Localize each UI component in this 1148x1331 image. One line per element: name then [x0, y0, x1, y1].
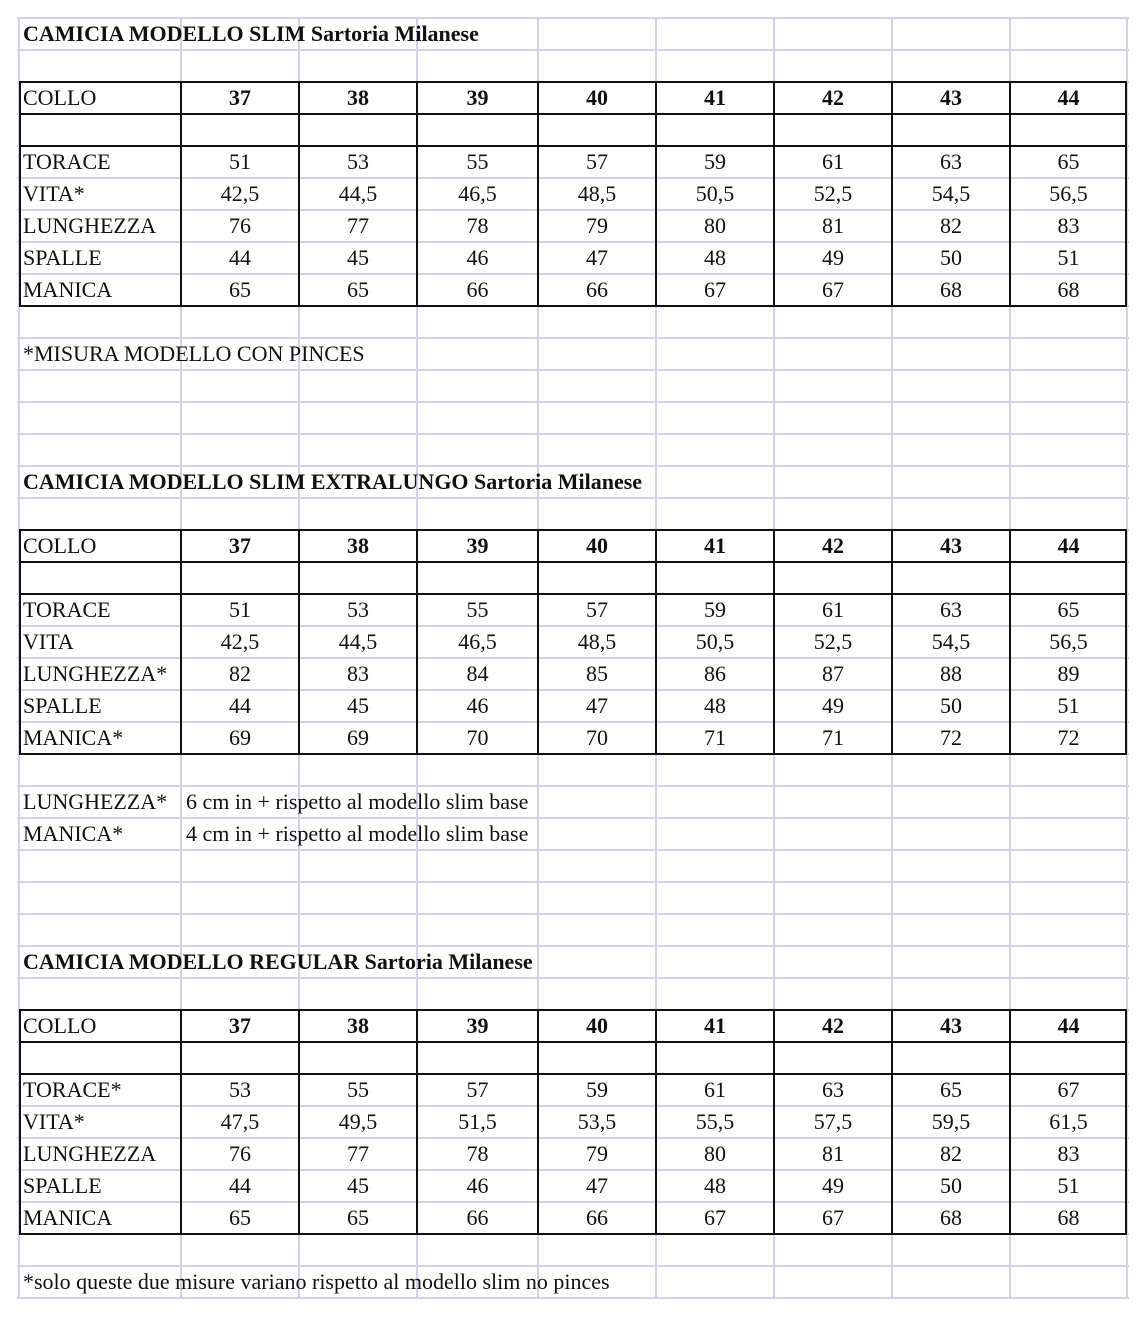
measure-row: [0, 1170, 1148, 1202]
measure-cell: 57,5: [813, 1109, 853, 1134]
measure-cell: 47: [586, 245, 608, 270]
row-label: MANICA: [23, 277, 113, 302]
measure-cell: 77: [347, 1141, 369, 1166]
size-header-cell: 38: [347, 533, 369, 558]
measure-cell: 82: [229, 661, 251, 686]
measure-cell: 67: [822, 277, 844, 302]
measure-cell: 49,5: [338, 1109, 378, 1134]
measure-cell: 57: [586, 149, 608, 174]
measure-cell: 72: [940, 725, 962, 750]
measure-cell: 59,5: [931, 1109, 971, 1134]
measure-cell: 57: [586, 597, 608, 622]
measure-row: [0, 690, 1148, 722]
measure-cell: 68: [940, 277, 962, 302]
measure-cell: 66: [466, 277, 489, 302]
measure-cell: 82: [940, 1141, 962, 1166]
size-header-cell: 39: [466, 533, 489, 558]
measure-cell: 63: [822, 1077, 844, 1102]
measure-cell: 45: [347, 1173, 369, 1198]
measure-row: [0, 1106, 1148, 1138]
measure-cell: 50: [940, 245, 962, 270]
size-header-cell: 44: [1057, 85, 1080, 110]
size-header-cell: 44: [1057, 533, 1080, 558]
measure-cell: 78: [466, 1141, 489, 1166]
measure-cell: 72: [1057, 725, 1080, 750]
measure-cell: 67: [822, 1205, 844, 1230]
size-header-cell: 39: [466, 1013, 489, 1038]
measure-row: [0, 722, 1148, 754]
measure-cell: 85: [586, 661, 608, 686]
measure-row: [0, 274, 1148, 306]
measure-cell: 50,5: [695, 629, 735, 654]
measure-cell: 46: [466, 693, 489, 718]
measure-cell: 44,5: [338, 181, 378, 206]
note-label: MANICA*: [23, 821, 124, 846]
measure-cell: 44: [229, 1173, 251, 1198]
measure-cell: 69: [229, 725, 251, 750]
measure-cell: 59: [704, 149, 726, 174]
size-header-cell: 38: [347, 85, 369, 110]
note-label: *solo queste due misure variano rispetto al modello slim no pinces: [23, 1269, 610, 1294]
measure-cell: 63: [940, 149, 962, 174]
size-header-cell: 41: [704, 1013, 726, 1038]
measure-cell: 51: [229, 149, 251, 174]
measure-cell: 53: [347, 149, 369, 174]
measure-cell: 65: [1057, 149, 1080, 174]
measure-cell: 52,5: [813, 181, 853, 206]
section-title: CAMICIA MODELLO REGULAR Sartoria Milanese: [23, 949, 533, 974]
measure-cell: 70: [586, 725, 608, 750]
measure-cell: 70: [466, 725, 489, 750]
note-label: LUNGHEZZA*: [23, 789, 168, 814]
row-label: LUNGHEZZA*: [23, 661, 168, 686]
measure-cell: 69: [347, 725, 369, 750]
row-label: VITA: [23, 629, 74, 654]
measure-row: [0, 626, 1148, 658]
size-header-row: [0, 530, 1148, 562]
row-label: LUNGHEZZA: [23, 213, 157, 238]
size-header-cell: 39: [466, 85, 489, 110]
measure-cell: 65: [229, 277, 251, 302]
measure-cell: 48,5: [577, 181, 617, 206]
measure-cell: 50: [940, 693, 962, 718]
measure-cell: 81: [822, 213, 844, 238]
measure-cell: 76: [229, 213, 251, 238]
measure-row: [0, 210, 1148, 242]
measure-cell: 49: [822, 245, 844, 270]
size-header-cell: 41: [704, 85, 726, 110]
measure-cell: 49: [822, 693, 844, 718]
section-title: CAMICIA MODELLO SLIM Sartoria Milanese: [23, 21, 479, 46]
measure-row: [0, 594, 1148, 626]
measure-cell: 46: [466, 1173, 489, 1198]
measure-cell: 51: [229, 597, 251, 622]
measure-row: [0, 1138, 1148, 1170]
measure-cell: 83: [347, 661, 369, 686]
measure-cell: 46,5: [458, 629, 497, 654]
measure-cell: 84: [466, 661, 489, 686]
measure-cell: 66: [466, 1205, 489, 1230]
size-header-cell: 40: [586, 1013, 608, 1038]
measure-cell: 61: [704, 1077, 726, 1102]
grid-row-line: [17, 849, 1129, 851]
measure-cell: 59: [704, 597, 726, 622]
row-label: VITA*: [23, 1109, 85, 1134]
measure-cell: 47: [586, 1173, 608, 1198]
measure-cell: 66: [586, 1205, 608, 1230]
grid-row-line: [17, 817, 1129, 819]
measure-cell: 65: [229, 1205, 251, 1230]
measure-cell: 79: [586, 213, 608, 238]
measure-cell: 42,5: [220, 181, 260, 206]
measure-cell: 71: [822, 725, 844, 750]
measure-cell: 61: [822, 149, 844, 174]
size-header-cell: 42: [822, 85, 844, 110]
measure-cell: 55: [347, 1077, 369, 1102]
measure-cell: 77: [347, 213, 369, 238]
measure-cell: 57: [466, 1077, 489, 1102]
measure-cell: 67: [704, 1205, 726, 1230]
measure-cell: 83: [1057, 1141, 1080, 1166]
measure-cell: 78: [466, 213, 489, 238]
size-header-cell: 37: [229, 85, 251, 110]
row-label: SPALLE: [23, 245, 102, 270]
measure-row: [0, 146, 1148, 178]
row-label: COLLO: [23, 1013, 97, 1038]
size-header-cell: 40: [586, 533, 608, 558]
measure-cell: 82: [940, 213, 962, 238]
measure-cell: 44,5: [338, 629, 378, 654]
measure-cell: 42,5: [220, 629, 260, 654]
size-header-row: [0, 82, 1148, 114]
row-label: SPALLE: [23, 693, 102, 718]
size-header-cell: 38: [347, 1013, 369, 1038]
row-label: COLLO: [23, 85, 97, 110]
row-label: SPALLE: [23, 1173, 102, 1198]
size-header-cell: 37: [229, 1013, 251, 1038]
measure-cell: 55: [466, 597, 489, 622]
measure-row: [0, 242, 1148, 274]
measure-cell: 87: [822, 661, 844, 686]
note-text: 4 cm in + rispetto al modello slim base: [186, 821, 529, 846]
measure-cell: 65: [347, 1205, 369, 1230]
measure-cell: 68: [940, 1205, 962, 1230]
measure-cell: 52,5: [813, 629, 853, 654]
grid-row-line: [17, 433, 1129, 435]
measure-cell: 55: [466, 149, 489, 174]
grid-row-line: [17, 401, 1129, 403]
measure-cell: 47,5: [220, 1109, 260, 1134]
row-label: TORACE: [23, 149, 111, 174]
measure-cell: 51: [1057, 245, 1080, 270]
measure-cell: 51: [1057, 1173, 1080, 1198]
measure-cell: 48: [704, 1173, 726, 1198]
grid-row-line: [17, 881, 1129, 883]
size-header-cell: 37: [229, 533, 251, 558]
measure-cell: 46: [466, 245, 489, 270]
measure-cell: 67: [1057, 1077, 1080, 1102]
size-header-cell: 42: [822, 533, 844, 558]
measure-cell: 66: [586, 277, 608, 302]
row-label: MANICA: [23, 1205, 113, 1230]
row-label: TORACE: [23, 597, 111, 622]
measure-cell: 47: [586, 693, 608, 718]
measure-cell: 79: [586, 1141, 608, 1166]
measure-cell: 53: [347, 597, 369, 622]
size-header-cell: 40: [586, 85, 608, 110]
measure-cell: 54,5: [931, 629, 971, 654]
measure-cell: 67: [704, 277, 726, 302]
size-header-cell: 42: [822, 1013, 844, 1038]
measure-cell: 53: [229, 1077, 251, 1102]
measure-row: [0, 1202, 1148, 1234]
measure-cell: 46,5: [458, 181, 497, 206]
measure-cell: 80: [704, 1141, 726, 1166]
measure-cell: 76: [229, 1141, 251, 1166]
row-label: LUNGHEZZA: [23, 1141, 157, 1166]
size-header-cell: 43: [940, 533, 962, 558]
measure-cell: 65: [940, 1077, 962, 1102]
measure-cell: 83: [1057, 213, 1080, 238]
measure-cell: 68: [1057, 277, 1080, 302]
measure-cell: 45: [347, 693, 369, 718]
size-header-cell: 43: [940, 85, 962, 110]
measure-cell: 63: [940, 597, 962, 622]
measure-cell: 51: [1057, 693, 1080, 718]
measure-cell: 61,5: [1049, 1109, 1088, 1134]
grid-row-line: [17, 785, 1129, 787]
measure-cell: 51,5: [458, 1109, 497, 1134]
measure-cell: 54,5: [931, 181, 971, 206]
measure-cell: 56,5: [1049, 629, 1088, 654]
measure-row: [0, 1074, 1148, 1106]
size-header-row: [0, 1010, 1148, 1042]
measure-cell: 65: [1057, 597, 1080, 622]
section-title: CAMICIA MODELLO SLIM EXTRALUNGO Sartoria Milanese: [23, 469, 643, 494]
size-header-cell: 44: [1057, 1013, 1080, 1038]
measure-cell: 81: [822, 1141, 844, 1166]
measure-cell: 48,5: [577, 629, 617, 654]
measure-cell: 48: [704, 693, 726, 718]
measure-cell: 50: [940, 1173, 962, 1198]
measure-cell: 65: [347, 277, 369, 302]
measure-cell: 45: [347, 245, 369, 270]
measure-cell: 80: [704, 213, 726, 238]
measure-cell: 44: [229, 245, 251, 270]
size-header-cell: 43: [940, 1013, 962, 1038]
measure-cell: 56,5: [1049, 181, 1088, 206]
measure-cell: 59: [586, 1077, 608, 1102]
measure-cell: 44: [229, 693, 251, 718]
row-label: MANICA*: [23, 725, 124, 750]
measure-cell: 53,5: [577, 1109, 617, 1134]
size-header-cell: 41: [704, 533, 726, 558]
measure-cell: 49: [822, 1173, 844, 1198]
measure-cell: 50,5: [695, 181, 735, 206]
row-label: VITA*: [23, 181, 85, 206]
note-text: 6 cm in + rispetto al modello slim base: [186, 789, 529, 814]
measure-cell: 86: [704, 661, 726, 686]
measure-cell: 48: [704, 245, 726, 270]
measure-cell: 88: [940, 661, 962, 686]
measure-cell: 89: [1057, 661, 1080, 686]
measure-row: [0, 658, 1148, 690]
grid-row-line: [17, 913, 1129, 915]
measure-cell: 55,5: [695, 1109, 735, 1134]
measure-row: [0, 178, 1148, 210]
measure-cell: 61: [822, 597, 844, 622]
row-label: TORACE*: [23, 1077, 122, 1102]
row-label: COLLO: [23, 533, 97, 558]
measure-cell: 68: [1057, 1205, 1080, 1230]
note-label: *MISURA MODELLO CON PINCES: [23, 341, 365, 366]
measure-cell: 71: [704, 725, 726, 750]
